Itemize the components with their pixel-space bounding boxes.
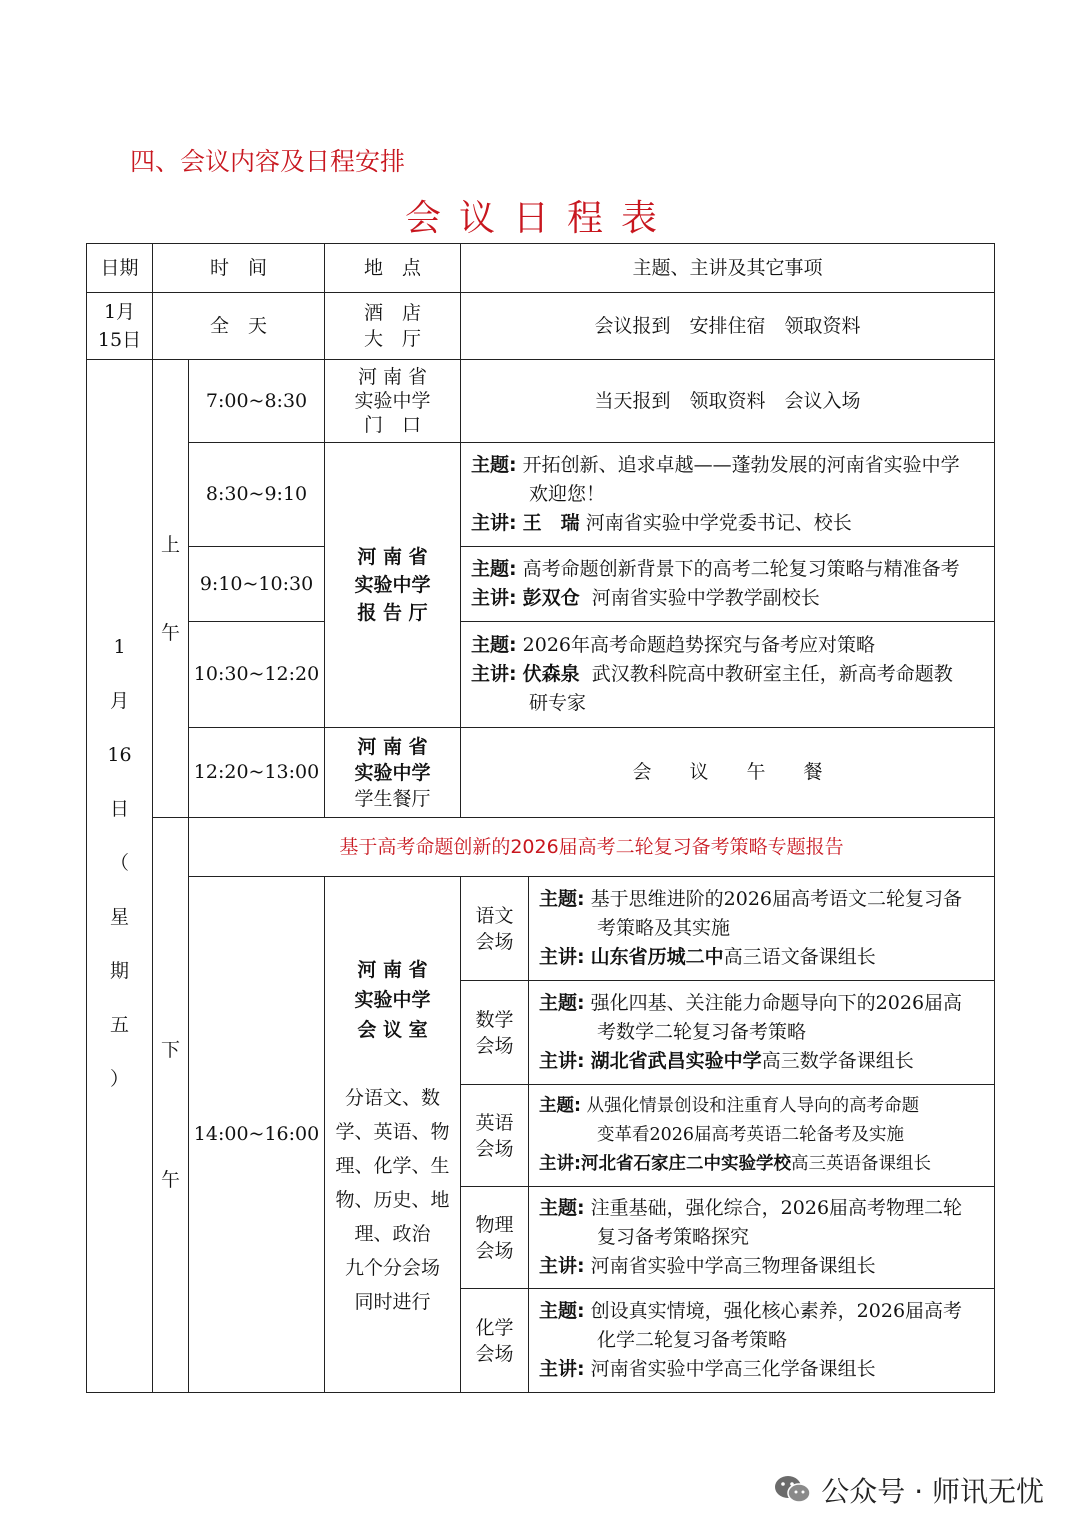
talk-detail: 主题: 高考命题创新背景下的高考二轮复习策略与精准备考 主讲: 彭双仓 河南省实验中学教学副校长: [461, 547, 995, 622]
talk-time: 9:10~10:30: [189, 547, 325, 622]
checkin-time: 7:00~8:30: [189, 360, 325, 443]
talk-time: 10:30~12:20: [189, 622, 325, 728]
session-row: [87, 877, 995, 981]
checkin-content: 当天报到 领取资料 会议入场: [461, 360, 995, 443]
lunch-content: 会 议 午 餐: [461, 728, 995, 818]
header-date: 日期: [87, 244, 153, 293]
day1-place: 酒 店 大 厅: [325, 293, 461, 360]
talk-detail: 主题: 2026年高考命题趋势探究与备考应对策略 主讲: 伏森泉 武汉教科院高中教研室主任，新高考命题教 研专家: [461, 622, 995, 728]
session-note: 分语文、数 学、英语、物 理、化学、生 物、历史、地 理、政治 九个分会场 同时进行: [335, 1087, 450, 1313]
section-heading: 四、会议内容及日程安排: [130, 147, 406, 176]
afternoon-banner-row: [87, 818, 995, 877]
session-room: 语文 会场: [461, 877, 529, 981]
talk-row: [87, 622, 995, 728]
lunch-time: 12:20~13:00: [189, 728, 325, 818]
header-row: [87, 244, 995, 293]
morning-label: 上 午: [153, 360, 189, 818]
lunch-place: 河 南 省 实验中学 学生餐厅: [325, 728, 461, 818]
session-room: 数学 会场: [461, 981, 529, 1085]
day1-time: 全 天: [153, 293, 325, 360]
session-detail: 主题: 注重基础，强化综合，2026届高考物理二轮 复习备考策略探究 主讲: 河南省实验中学高三物理备课组长: [529, 1187, 995, 1289]
checkin-row: [87, 360, 995, 443]
day2-date: 1 月 16 日 （ 星 期 五 ）: [87, 360, 153, 1393]
lunch-row: [87, 728, 995, 818]
session-detail: 主题: 从强化情景创设和注重育人导向的高考命题 变革看2026届高考英语二轮备考及实施 主讲: 河北省石家庄二中实验学校 高三英语备课组长: [529, 1085, 995, 1187]
footer: [773, 1470, 1044, 1510]
session-detail: 主题: 基于思维进阶的2026届高考语文二轮复习备 考策略及其实施 主讲: 山东省历城二中 高三语文备课组长: [529, 877, 995, 981]
session-detail: 主题: 创设真实情境，强化核心素养，2026届高考 化学二轮复习备考策略 主讲: 河南省实验中学高三化学备课组长: [529, 1289, 995, 1393]
schedule-title: 会议日程表: [404, 198, 675, 239]
talk-time: 8:30~9:10: [189, 443, 325, 547]
talk-row: [87, 443, 995, 547]
session-room: 化学 会场: [461, 1289, 529, 1393]
day1-date: 1月 15日: [87, 293, 153, 360]
header-time: 时 间: [153, 244, 325, 293]
day1-content: 会议报到 安排住宿 领取资料: [461, 293, 995, 360]
hall-place: 河 南 省 实验中学 报 告 厅: [325, 443, 461, 728]
footer-text: 公众号 · 师讯无忧: [821, 1475, 1044, 1508]
schedule-table: [86, 243, 995, 1393]
header-place: 地 点: [325, 244, 461, 293]
talk-row: [87, 547, 995, 622]
header-topic: 主题、主讲及其它事项: [461, 244, 995, 293]
talk-detail: 主题: 开拓创新、追求卓越——蓬勃发展的河南省实验中学 欢迎您！ 主讲: 王 瑞 河南省实验中学党委书记、校长: [461, 443, 995, 547]
afternoon-place: 河 南 省 实验中学 会 议 室 分语文、数 学、英语、物 理、化学、生 物、历史、地 理、政治 九个分会场 同时进行: [325, 877, 461, 1393]
checkin-place: 河 南 省 实验中学 门 口: [325, 360, 461, 443]
day1-row: [87, 293, 995, 360]
afternoon-time: 14:00~16:00: [189, 877, 325, 1393]
session-room: 物理 会场: [461, 1187, 529, 1289]
wechat-icon: [773, 1474, 813, 1506]
afternoon-banner: 基于高考命题创新的2026届高考二轮复习备考策略专题报告: [189, 818, 995, 877]
afternoon-label: 下 午: [153, 818, 189, 1393]
session-detail: 主题: 强化四基、关注能力命题导向下的2026届高 考数学二轮复习备考策略 主讲: 湖北省武昌实验中学 高三数学备课组长: [529, 981, 995, 1085]
session-room: 英语 会场: [461, 1085, 529, 1187]
